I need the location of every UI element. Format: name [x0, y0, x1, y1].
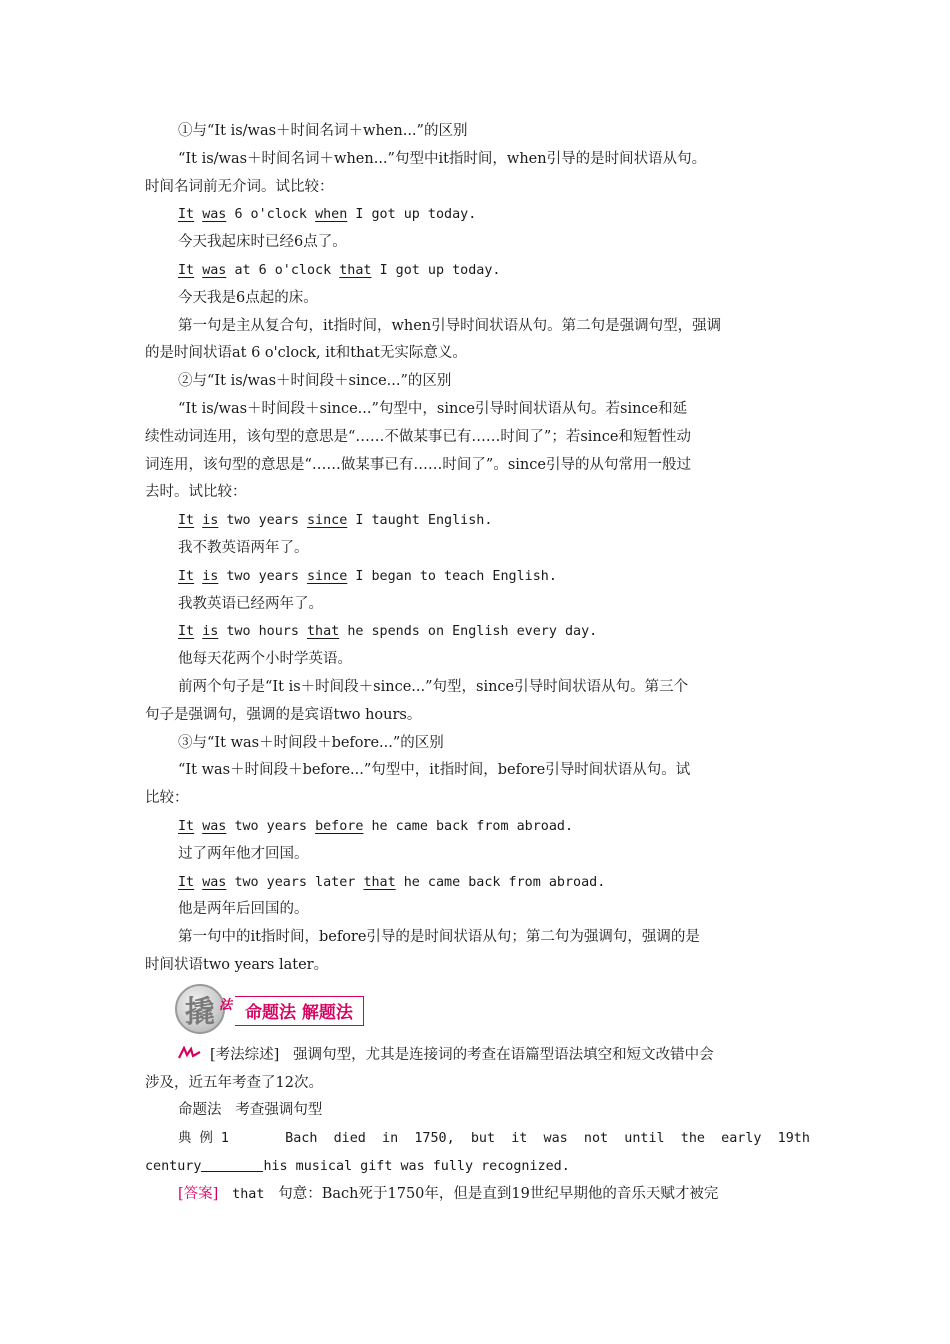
paragraph-line: 第一句是主从复合句，it指时间，when引导时间状语从句。第二句是强调句型，强调: [178, 317, 722, 334]
answer-text: 句意：Bach死于1750年，但是直到19世纪早期他的音乐天赋才被完: [278, 1185, 719, 1202]
paragraph-line: 第一句中的it指时间，before引导的是时间状语从句；第二句为强调句，强调的是: [178, 929, 700, 946]
heading-2: ②与“It is/was＋时间段＋since...”的区别: [178, 373, 452, 390]
translation: 我不教英语两年了。: [178, 539, 309, 556]
example-question: 典 例 1 Bach died in 1750, but it was not until the early 19th: [145, 1125, 810, 1153]
kaofa-text: 强调句型，尤其是连接词的考查在语篇型语法填空和短文改错中会: [293, 1046, 714, 1063]
paragraph-line: 去时。试比较：: [145, 484, 247, 501]
paragraph-line: 时间状语two years later。: [145, 956, 329, 973]
paragraph-line: “It is/was＋时间段＋since...”句型中，since引导时间状语从句。若since和延: [178, 400, 688, 417]
example-sentence: It was two years later that he came back from abroad.: [178, 874, 606, 890]
paragraph-line: 比较：: [145, 790, 189, 807]
heading-3: ③与“It was＋时间段＋before...”的区别: [178, 734, 444, 751]
example-question-cont: century his musical gift was fully recognized.: [145, 1158, 570, 1174]
answer-value: that: [232, 1186, 265, 1202]
section-banner: [175, 982, 810, 1040]
translation: 今天我起床时已经6点了。: [178, 234, 347, 251]
paragraph-line: 涉及，近五年考查了12次。: [145, 1074, 323, 1091]
paragraph-line: 时间名词前无介词。试比较：: [145, 178, 334, 195]
translation: 过了两年他才回国。: [178, 845, 309, 862]
example-sentence: It was two years before he came back from abroad.: [178, 818, 574, 834]
paragraph-line: 句子是强调句，强调的是宾语two hours。: [145, 706, 422, 723]
paragraph-line: “It is/was＋时间名词＋when...”句型中it指时间，when引导的是时间状语从句。: [178, 150, 707, 167]
tag-icon: [178, 1046, 202, 1060]
answer-blank: [201, 1157, 263, 1172]
paragraph-line: 续性动词连用，该句型的意思是“……不做某事已有……时间了”；若since和短暂性动: [145, 428, 691, 445]
translation: 他是两年后回国的。: [178, 901, 309, 918]
kaofa-line: [145, 1042, 810, 1070]
example-sentence: It was 6 o'clock when I got up today.: [178, 207, 477, 223]
paragraph-line: 的是时间状语at 6 o'clock, it和that无实际意义。: [145, 345, 467, 362]
paragraph-line: “It was＋时间段＋before...”句型中，it指时间，before引导时间状语从句。试: [178, 762, 691, 779]
mingti-line: 命题法 考查强调句型: [178, 1102, 323, 1119]
example-sentence: It is two years since I began to teach English.: [178, 568, 557, 584]
translation: 我教英语已经两年了。: [178, 595, 323, 612]
translation: 他每天花两个小时学英语。: [178, 651, 352, 668]
paragraph-line: 前两个句子是“It is＋时间段＋since...”句型，since引导时间状语从句。第三个: [178, 678, 689, 695]
kaofa-label: [考法综述]: [210, 1046, 280, 1063]
badge-icon: 撬: [175, 984, 225, 1034]
example-sentence: It was at 6 o'clock that I got up today.: [178, 262, 501, 278]
example-sentence: It is two hours that he spends on English every day.: [178, 624, 598, 640]
answer-line: [145, 1181, 810, 1209]
badge-label: 法: [219, 997, 233, 1013]
banner-title: 命题法 解题法: [235, 996, 364, 1026]
paragraph-line: 词连用，该句型的意思是“……做某事已有……时间了”。since引导的从句常用一般过: [145, 456, 691, 473]
answer-label: [答案]: [178, 1185, 219, 1202]
document-page: [145, 118, 810, 1208]
example-sentence: It is two years since I taught English.: [178, 513, 493, 529]
heading-1: ①与“It is/was＋时间名词＋when...”的区别: [178, 123, 468, 139]
example-label: 典 例 1: [178, 1131, 229, 1147]
translation: 今天我是6点起的床。: [178, 289, 318, 306]
